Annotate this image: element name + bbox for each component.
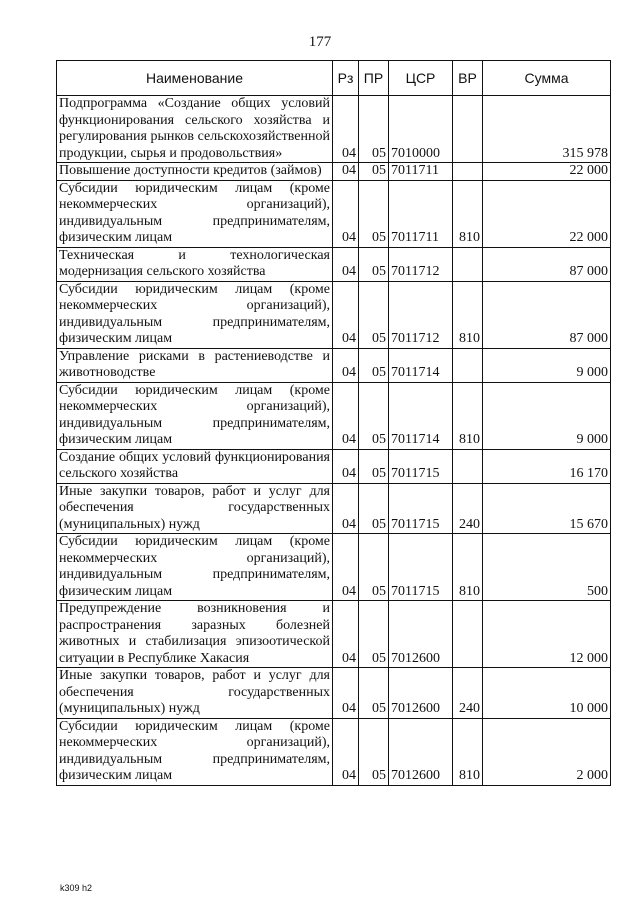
table-row bbox=[57, 449, 611, 483]
row-csr: 7012600 bbox=[389, 718, 453, 785]
row-vr: 810 bbox=[453, 534, 483, 601]
table-row bbox=[57, 180, 611, 247]
row-csr: 7010000 bbox=[389, 96, 453, 163]
header-csr: ЦСР bbox=[389, 61, 453, 96]
row-name: Повышение доступности кредитов (займов) bbox=[57, 163, 333, 181]
row-rz: 04 bbox=[333, 718, 359, 785]
header-rz: Рз bbox=[333, 61, 359, 96]
row-sum: 22 000 bbox=[483, 163, 611, 181]
row-vr: 810 bbox=[453, 718, 483, 785]
row-pr: 05 bbox=[359, 483, 389, 534]
header-name: Наименование bbox=[57, 61, 333, 96]
page-number: 177 bbox=[308, 34, 332, 50]
row-name: Создание общих условий функционирования сельского хозяйства bbox=[57, 449, 333, 483]
table-header bbox=[57, 61, 611, 96]
row-pr: 05 bbox=[359, 348, 389, 382]
row-vr: 810 bbox=[453, 281, 483, 348]
row-rz: 04 bbox=[333, 668, 359, 719]
row-vr bbox=[453, 163, 483, 181]
row-sum: 315 978 bbox=[483, 96, 611, 163]
row-sum: 500 bbox=[483, 534, 611, 601]
row-vr bbox=[453, 247, 483, 281]
row-pr: 05 bbox=[359, 601, 389, 668]
row-vr: 810 bbox=[453, 180, 483, 247]
row-name: Подпрограмма «Создание общих условий функционирования сельского хозяйства и регулирования рынков сельскохозяйственной продукции, сырья и продовольствия» bbox=[57, 96, 333, 163]
row-rz: 04 bbox=[333, 247, 359, 281]
row-name: Управление рисками в растениеводстве и животноводстве bbox=[57, 348, 333, 382]
row-csr: 7011715 bbox=[389, 449, 453, 483]
row-sum: 9 000 bbox=[483, 348, 611, 382]
row-csr: 7011712 bbox=[389, 247, 453, 281]
row-vr bbox=[453, 601, 483, 668]
row-csr: 7011715 bbox=[389, 534, 453, 601]
row-name: Предупреждение возникновения и распространения заразных болезней животных и стабилизация эпизоотической ситуации в Республике Хакасия bbox=[57, 601, 333, 668]
table-row bbox=[57, 96, 611, 163]
row-pr: 05 bbox=[359, 668, 389, 719]
row-csr: 7011715 bbox=[389, 483, 453, 534]
row-pr: 05 bbox=[359, 534, 389, 601]
row-csr: 7011712 bbox=[389, 281, 453, 348]
table-row bbox=[57, 718, 611, 785]
budget-table bbox=[56, 60, 611, 786]
row-csr: 7012600 bbox=[389, 668, 453, 719]
table-row bbox=[57, 163, 611, 181]
row-sum: 2 000 bbox=[483, 718, 611, 785]
row-sum: 87 000 bbox=[483, 247, 611, 281]
row-pr: 05 bbox=[359, 247, 389, 281]
table-row bbox=[57, 382, 611, 449]
row-rz: 04 bbox=[333, 601, 359, 668]
row-rz: 04 bbox=[333, 348, 359, 382]
row-rz: 04 bbox=[333, 449, 359, 483]
row-vr: 810 bbox=[453, 382, 483, 449]
table-row bbox=[57, 483, 611, 534]
footer-code: k309 h2 bbox=[60, 883, 93, 893]
row-csr: 7011711 bbox=[389, 180, 453, 247]
row-pr: 05 bbox=[359, 180, 389, 247]
table-row bbox=[57, 281, 611, 348]
header-sum: Сумма bbox=[483, 61, 611, 96]
table-row bbox=[57, 601, 611, 668]
row-rz: 04 bbox=[333, 163, 359, 181]
row-pr: 05 bbox=[359, 382, 389, 449]
row-pr: 05 bbox=[359, 96, 389, 163]
row-vr: 240 bbox=[453, 483, 483, 534]
row-rz: 04 bbox=[333, 483, 359, 534]
table-body bbox=[57, 96, 611, 786]
row-sum: 87 000 bbox=[483, 281, 611, 348]
row-vr bbox=[453, 449, 483, 483]
row-rz: 04 bbox=[333, 180, 359, 247]
row-sum: 10 000 bbox=[483, 668, 611, 719]
table-row bbox=[57, 348, 611, 382]
row-sum: 15 670 bbox=[483, 483, 611, 534]
row-rz: 04 bbox=[333, 96, 359, 163]
row-vr bbox=[453, 348, 483, 382]
row-rz: 04 bbox=[333, 382, 359, 449]
row-pr: 05 bbox=[359, 281, 389, 348]
table-row bbox=[57, 668, 611, 719]
row-name: Субсидии юридическим лицам (кроме некоммерческих организаций), индивидуальным предпринимателям, физическим лицам bbox=[57, 180, 333, 247]
row-vr: 240 bbox=[453, 668, 483, 719]
header-vr: ВР bbox=[453, 61, 483, 96]
row-csr: 7011711 bbox=[389, 163, 453, 181]
row-csr: 7011714 bbox=[389, 348, 453, 382]
row-pr: 05 bbox=[359, 449, 389, 483]
table-row bbox=[57, 247, 611, 281]
header-pr: ПР bbox=[359, 61, 389, 96]
row-vr bbox=[453, 96, 483, 163]
row-csr: 7012600 bbox=[389, 601, 453, 668]
row-name: Субсидии юридическим лицам (кроме некоммерческих организаций), индивидуальным предпринимателям, физическим лицам bbox=[57, 382, 333, 449]
row-name: Субсидии юридическим лицам (кроме некоммерческих организаций), индивидуальным предпринимателям, физическим лицам bbox=[57, 281, 333, 348]
row-name: Иные закупки товаров, работ и услуг для обеспечения государственных (муниципальных) нужд bbox=[57, 483, 333, 534]
row-name: Субсидии юридическим лицам (кроме некоммерческих организаций), индивидуальным предпринимателям, физическим лицам bbox=[57, 718, 333, 785]
row-name: Иные закупки товаров, работ и услуг для обеспечения государственных (муниципальных) нужд bbox=[57, 668, 333, 719]
table-row bbox=[57, 534, 611, 601]
row-name: Субсидии юридическим лицам (кроме некоммерческих организаций), индивидуальным предпринимателям, физическим лицам bbox=[57, 534, 333, 601]
row-rz: 04 bbox=[333, 281, 359, 348]
row-csr: 7011714 bbox=[389, 382, 453, 449]
row-name: Техническая и технологическая модернизация сельского хозяйства bbox=[57, 247, 333, 281]
row-sum: 16 170 bbox=[483, 449, 611, 483]
row-sum: 22 000 bbox=[483, 180, 611, 247]
row-pr: 05 bbox=[359, 718, 389, 785]
row-rz: 04 bbox=[333, 534, 359, 601]
row-pr: 05 bbox=[359, 163, 389, 181]
row-sum: 12 000 bbox=[483, 601, 611, 668]
row-sum: 9 000 bbox=[483, 382, 611, 449]
